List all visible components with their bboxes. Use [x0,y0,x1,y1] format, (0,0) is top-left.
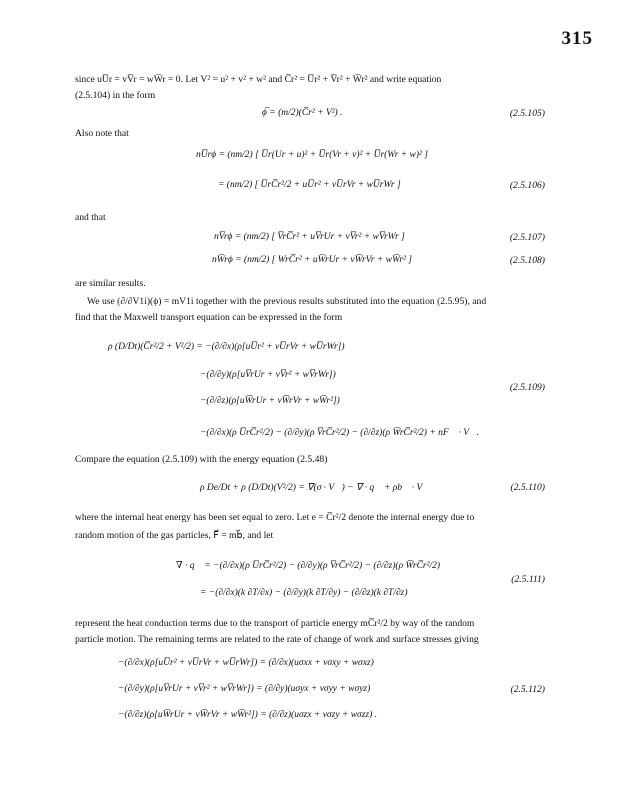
paragraph-1-line-2: (2.5.104) in the form [75,90,156,101]
paragraph-2-line-2: find that the Maxwell transport equation can be expressed in the form [75,312,343,323]
equation-2-5-105-body: ϕ̅ = (m/2)(C̅r² + V²) . [262,108,343,118]
similar-results-text: are similar results. [75,278,146,289]
equation-2-5-109-line-3-body: −(∂/∂z)(ρ[uW̅rUr + vW̅rVr + wW̅r²]) [200,396,340,406]
paragraph-4-line-1: represent the heat conduction terms due to the transport of particle energy mC̅r²/2 by way of the random [75,618,475,629]
equation-2-5-109-line-2-body: −(∂/∂y)(ρ[uV̅rUr + vV̅r² + wV̅rWr]) [200,370,336,380]
paragraph-3-line-2: random motion of the gas particles, F⃗ = mb⃗, and let [75,530,274,541]
equation-2-5-105-number: (2.5.105) [509,108,545,119]
equation-2-5-106-number: (2.5.106) [509,180,545,191]
equation-2-5-106-line-1-body: nU̅rϕ = (nm/2) [ U̅r(Ur + u)² + U̅r(Vr + v)² + U̅r(Wr + w)² ] [196,150,428,160]
page-number: 315 [561,28,593,49]
equation-2-5-108-body: nW̅rϕ = (nm/2) [ WrC̅r² + uW̅rUr + vW̅rVr + wW̅r² ] [212,255,412,265]
equation-2-5-111-line-2-body: = −(∂/∂x)(k ∂T/∂x) − (∂/∂y)(k ∂T/∂y) − (∂/∂z)(k ∂T/∂z) [200,588,408,598]
paragraph-2-line-1: We use (∂/∂V1i)(ϕ) = mV1i together with the previous results substituted into the equation (2.5.95), and [87,296,487,307]
equation-2-5-110-body: ρ De/Dt + ρ (D/Dt)(V²/2) = ∇(σ · V⃗) − ∇ · q⃗ + ρb⃗ · V⃗ [200,483,430,493]
equation-2-5-112-line-2-body: −(∂/∂y)(ρ[uV̅rUr + vV̅r² + wV̅rWr]) = (∂/∂y)(uσyx + vσyy + wσyz) [118,684,371,694]
equation-2-5-112-number: (2.5.112) [510,684,545,695]
compare-text: Compare the equation (2.5.109) with the energy equation (2.5.48) [75,454,328,465]
equation-2-5-107-number: (2.5.107) [509,232,545,243]
equation-2-5-110-number: (2.5.110) [510,482,545,493]
equation-2-5-111-line-1-body: ∇ · q⃗ = −(∂/∂x)(ρ U̅rC̅r²/2) − (∂/∂y)(ρ V̅rC̅r²/2) − (∂/∂z)(ρ W̅rC̅r²/2) [176,561,441,571]
paragraph-3-line-1: where the internal heat energy has been set equal to zero. Let e = C̅r²/2 denote the internal energy due to [75,512,475,523]
equation-2-5-107-body: nV̅rϕ = (nm/2) [ V̅rC̅r² + uV̅rUr + vV̅r² + wV̅rWr ] [214,232,405,242]
equation-2-5-106-line-2-body: = (nm/2) [ U̅rC̅r²/2 + uU̅r² + vU̅rVr + wU̅rWr ] [218,180,401,190]
equation-2-5-111-number: (2.5.111) [511,574,545,585]
equation-2-5-108-number: (2.5.108) [509,255,545,266]
equation-2-5-112-line-1-body: −(∂/∂x)(ρ[uU̅r² + vU̅rVr + wU̅rWr]) = (∂/∂x)(uσxx + vσxy + wσxz) [118,658,374,668]
also-note-text: Also note that [75,128,129,139]
equation-2-5-109-line-1-body: ρ (D/Dt)(C̅r²/2 + V²/2) = −(∂/∂x)(ρ[uU̅r² + vU̅rVr + wU̅rWr]) [108,342,345,352]
paragraph-4-line-2: particle motion. The remaining terms are related to the rate of change of work and surface stresses giving [75,634,479,645]
equation-2-5-109-line-4-body: −(∂/∂x)(ρ U̅rC̅r²/2) − (∂/∂y)(ρ V̅rC̅r²/2) − (∂/∂z)(ρ W̅rC̅r²/2) + nF⃗ · V⃗. [200,428,479,438]
and-that-text: and that [75,212,106,223]
equation-2-5-112-line-3-body: −(∂/∂z)(ρ[uW̅rUr + vW̅rVr + wW̅r²]) = (∂/∂z)(uσzx + vσzy + wσzz) . [118,710,378,720]
paragraph-1-line-1: since uU̅r = vV̅r = wW̅r = 0. Let V² = u² + v² + w² and C̅r² = U̅r² + V̅r² + W̅r² and write equation [75,74,442,85]
equation-2-5-109-number: (2.5.109) [509,382,545,393]
